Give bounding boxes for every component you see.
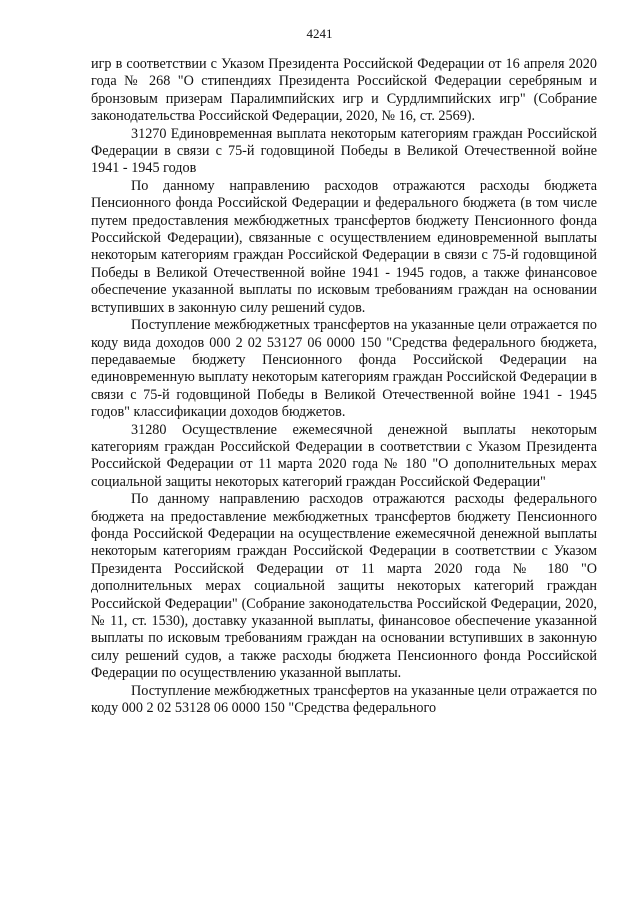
page-number: 4241: [306, 26, 333, 41]
document-body: [91, 56, 597, 717]
paragraph-31280-transfers: Поступление межбюджетных трансфертов на указанные цели отражается по коду 000 2 02 53128 06 0000 150 "Средства федерального: [91, 682, 597, 717]
paragraph-31270-expenses: По данному направлению расходов отражаются расходы бюджета Пенсионного фонда Российской Федерации и федерального бюджета (в том числе путем предоставления межбюджетных трансфертов бюджету Пенсионного фонда Российской Федерации), связанные с осуществлением единовременной выплаты некоторым категориям граждан Российской Федерации в связи с 75-й годовщиной Победы в Великой Отечественной войне 1941 - 1945 годов, а также финансовое обеспечение указанной выплаты по исковым требованиям граждан на основании вступивших в законную силу решений судов.: [91, 177, 597, 316]
paragraph-31270-transfers: Поступление межбюджетных трансфертов на указанные цели отражается по коду вида доходов 000 2 02 53127 06 0000 150 "Средства федерального бюджета, передаваемые бюджету Пенсионного фонда Российской Федерации на единовременную выплату некоторым категориям граждан Российской Федерации в связи с 75-й годовщиной Победы в Великой Отечественной войне 1941 - 1945 годов" классификации доходов бюджетов.: [91, 317, 597, 421]
section-heading-31280: 31280 Осуществление ежемесячной денежной выплаты некоторым категориям граждан Российской Федерации в соответствии с Указом Президента Российской Федерации от 11 марта 2020 года № 180 "О дополнительных мерах социальной защиты некоторых категорий граждан Российской Федерации": [91, 421, 597, 490]
section-heading-31270: 31270 Единовременная выплата некоторым категориям граждан Российской Федерации в связи с 75-й годовщиной Победы в Великой Отечественной войне 1941 - 1945 годов: [91, 125, 597, 177]
paragraph-continuation: игр в соответствии с Указом Президента Российской Федерации от 16 апреля 2020 года № 268 "О стипендиях Президента Российской Федерации серебряным и бронзовым призерам Паралимпийских игр и Сурдлимпийских игр" (Собрание законодательства Российской Федерации, 2020, № 16, ст. 2569).: [91, 56, 597, 125]
paragraph-31280-expenses: По данному направлению расходов отражаются расходы федерального бюджета на предоставление межбюджетных трансфертов бюджету Пенсионного фонда Российской Федерации на осуществление ежемесячной денежной выплаты некоторым категориям граждан Российской Федерации в соответствии с Указом Президента Российской Федерации от 11 марта 2020 года № 180 "О дополнительных мерах социальной защиты некоторых категорий граждан Российской Федерации" (Собрание законодательства Российской Федерации, 2020, № 11, ст. 1530), доставку указанной выплаты, финансовое обеспечение указанной выплаты по исковым требованиям граждан на основании вступивших в законную силу решений судов, а также расходы бюджета Пенсионного фонда Российской Федерации по осуществлению указанной выплаты.: [91, 491, 597, 682]
